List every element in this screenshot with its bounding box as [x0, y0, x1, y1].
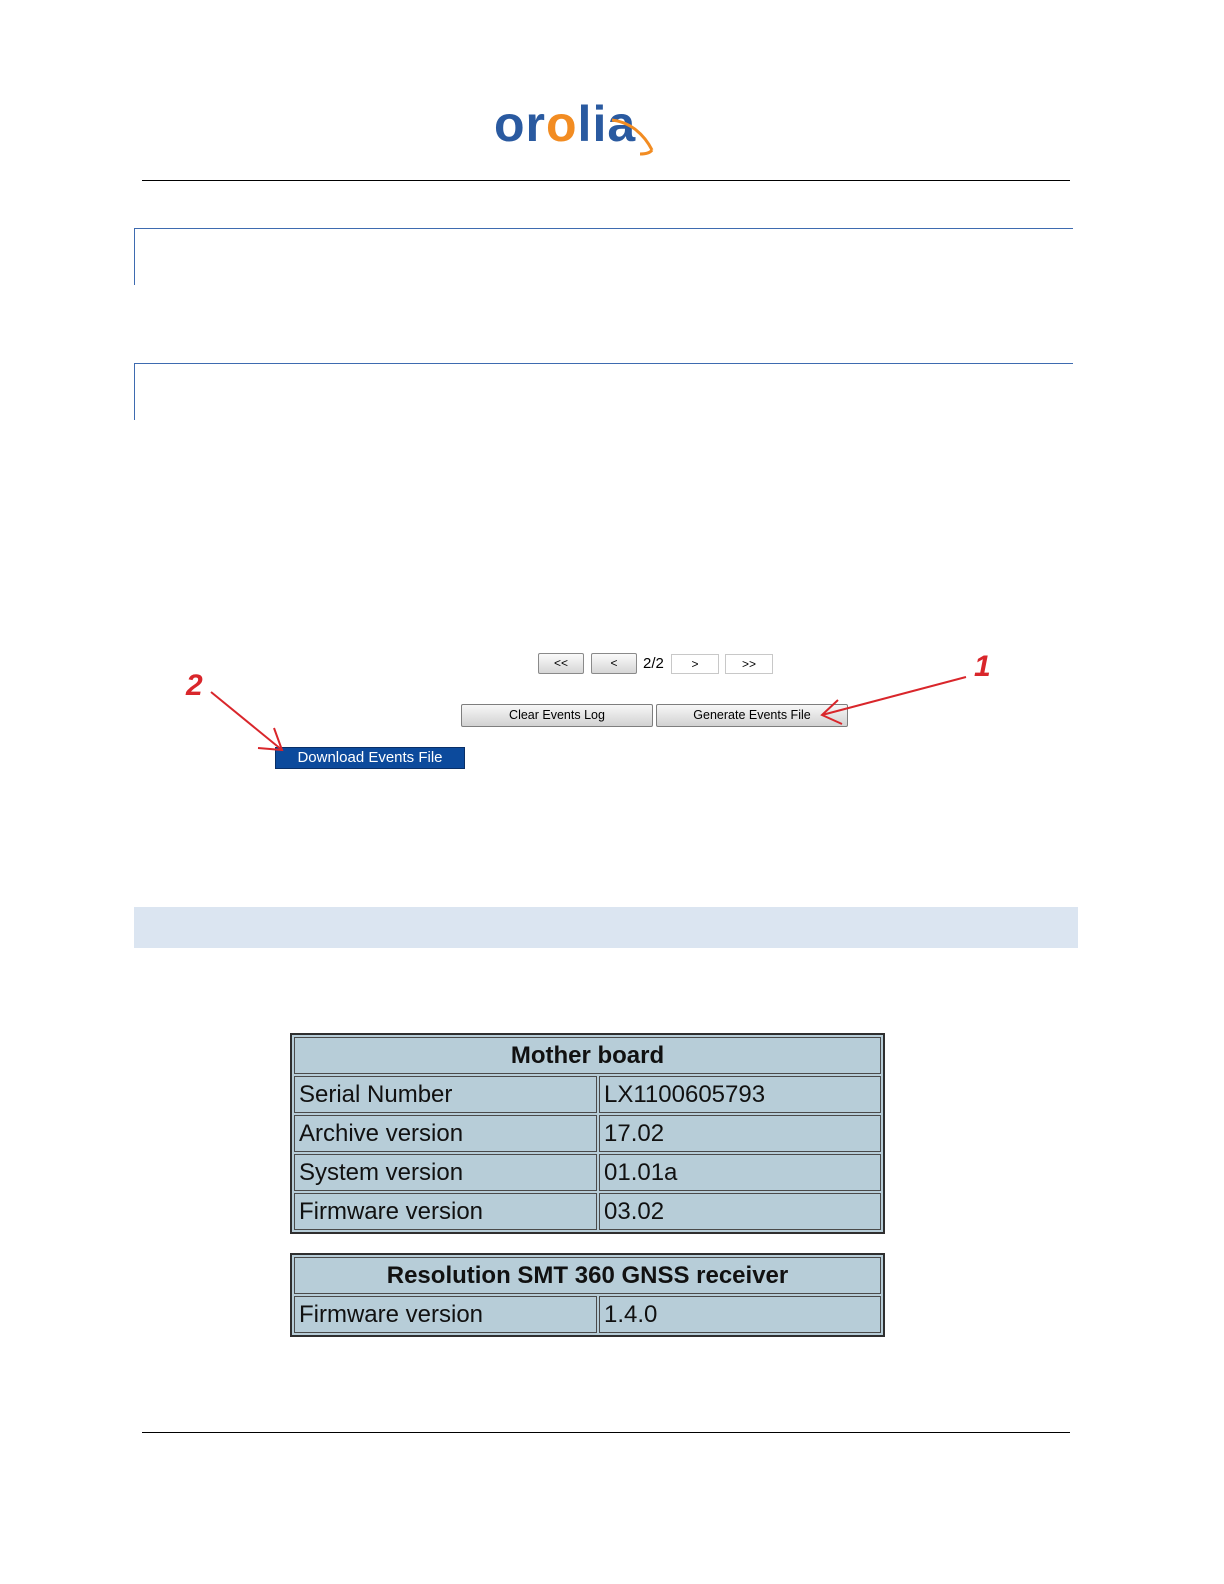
row-value: LX1100605793	[599, 1076, 881, 1113]
logo-text-part3: lia	[577, 96, 637, 152]
table-row	[294, 1193, 881, 1230]
row-key: Firmware version	[294, 1296, 597, 1333]
table-row	[294, 1115, 881, 1152]
table-header-row	[294, 1037, 881, 1074]
next-page-button[interactable]: >	[671, 654, 719, 674]
row-key: Serial Number	[294, 1076, 597, 1113]
row-key: System version	[294, 1154, 597, 1191]
section-band	[134, 907, 1078, 948]
logo-text-part2: o	[546, 96, 578, 152]
last-page-button[interactable]: >>	[725, 654, 773, 674]
table-row	[294, 1296, 881, 1333]
gnss-receiver-table	[290, 1253, 885, 1337]
table-title: Resolution SMT 360 GNSS receiver	[294, 1257, 881, 1294]
row-key: Firmware version	[294, 1193, 597, 1230]
prev-page-button[interactable]: <	[591, 653, 637, 674]
generate-events-file-button[interactable]: Generate Events File	[656, 704, 848, 727]
row-key: Archive version	[294, 1115, 597, 1152]
row-value: 1.4.0	[599, 1296, 881, 1333]
logo-text-part1: or	[494, 96, 546, 152]
row-value: 01.01a	[599, 1154, 881, 1191]
mother-board-table	[290, 1033, 885, 1234]
table-header-row	[294, 1257, 881, 1294]
callout-number-2: 2	[186, 669, 203, 702]
table-title: Mother board	[294, 1037, 881, 1074]
callout-number-1: 1	[974, 650, 991, 683]
table-row	[294, 1076, 881, 1113]
first-page-button[interactable]: <<	[538, 653, 584, 674]
page-indicator: 2/2	[643, 655, 664, 672]
table-row	[294, 1154, 881, 1191]
row-value: 17.02	[599, 1115, 881, 1152]
row-value: 03.02	[599, 1193, 881, 1230]
footer-rule	[142, 1432, 1070, 1433]
download-events-file-button[interactable]: Download Events File	[275, 747, 465, 769]
clear-events-log-button[interactable]: Clear Events Log	[461, 704, 653, 727]
